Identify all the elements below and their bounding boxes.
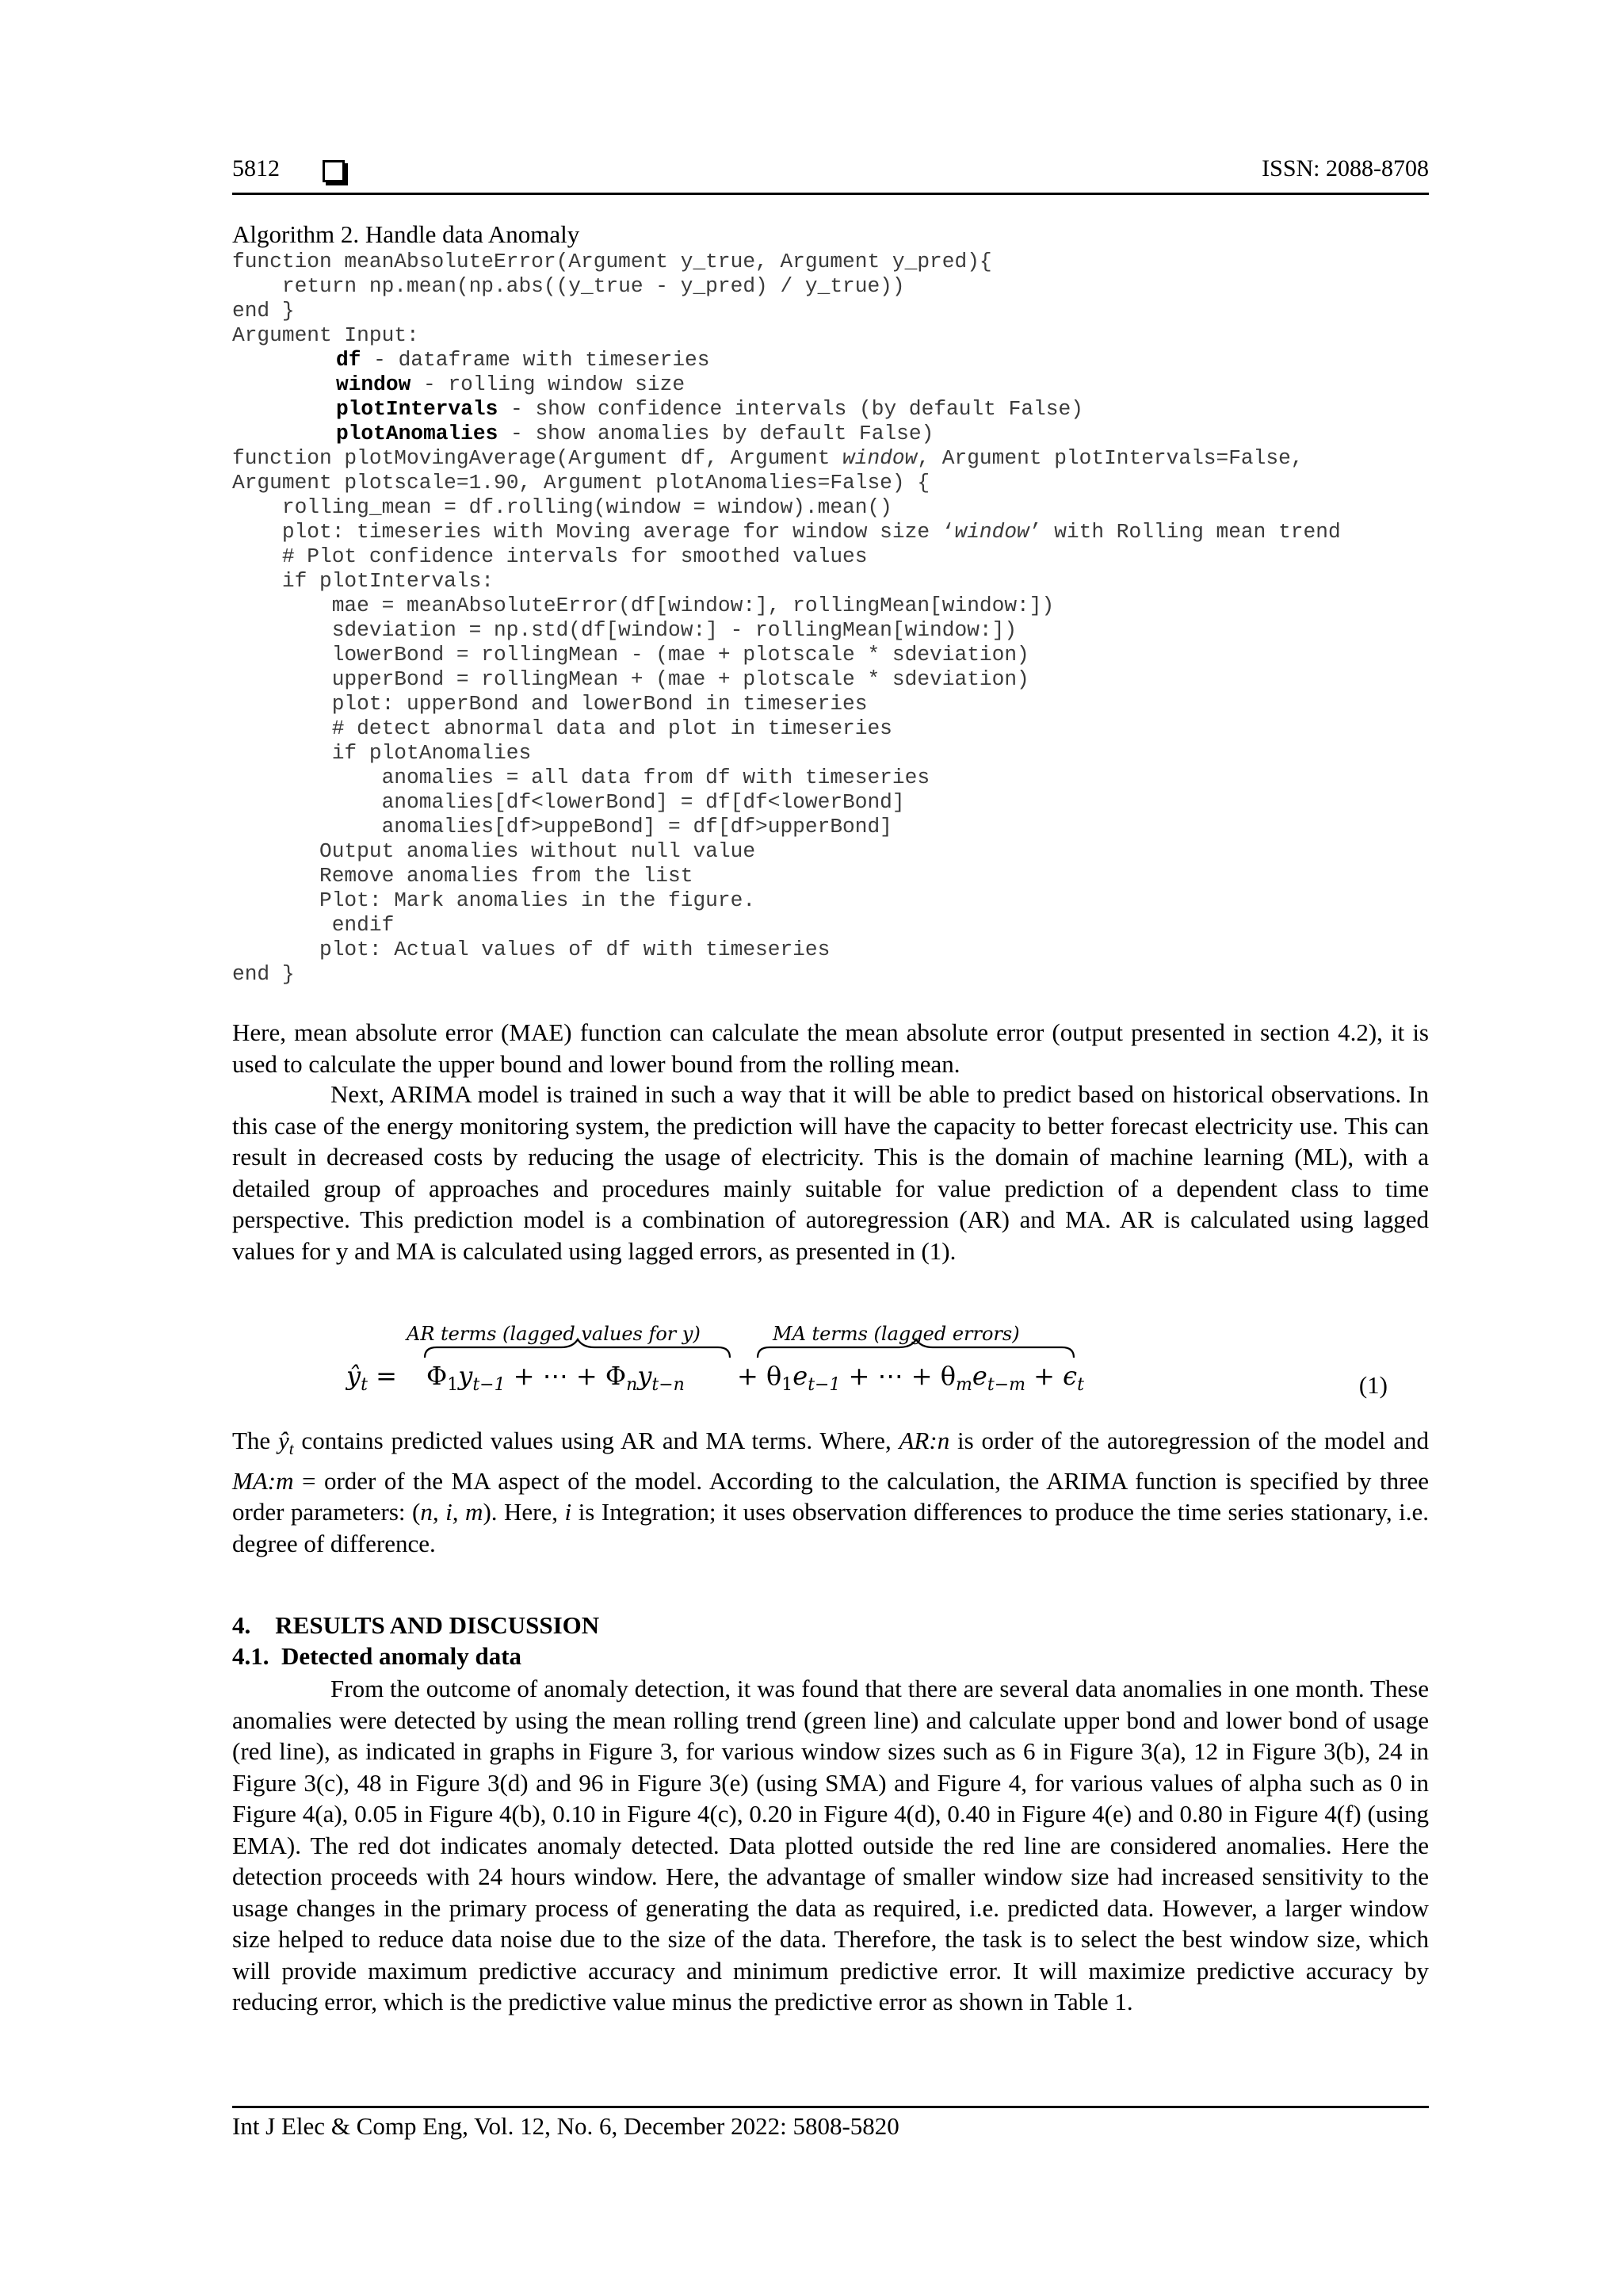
code-line: lowerBond = rollingMean - (mae + plotscale * sdeviation): [232, 643, 1029, 667]
paragraph-yhat: [232, 1425, 1429, 1559]
text-run: = order of the MA aspect of the model. According to the calculation, the ARIMA function is specified by three order parameters: (: [232, 1466, 1429, 1526]
code-line: Remove anomalies from the list: [232, 864, 693, 888]
box-icon: [323, 160, 345, 182]
code-text: plot: timeseries with Moving average for window size ‘: [232, 520, 955, 544]
paragraph-arima: Next, ARIMA model is trained in such a way that it will be able to predict based on historical observations. In this case of the energy monitoring system, the prediction will have the capacity to better forecast electricity use. This can result in decreased costs by reducing the usage of electricity. This is the domain of machine learning (ML), with a detailed group of approaches and procedures mainly suitable for value prediction of a dependent class to time perspective. This prediction model is a combination of autoregression (AR) and MA. AR is calculated using lagged values for y and MA is calculated using lagged errors, as presented in (1).: [232, 1080, 1429, 1265]
ma-terms: + $\theta_1e_{t-1}$ + ⋯ + $\theta_me_{t-m} + \epsilon_t$: [737, 1361, 1084, 1395]
equation-1: [232, 1316, 1429, 1419]
code-line: # detect abnormal data and plot in timeseries: [232, 716, 892, 740]
code-line: # Plot confidence intervals for smoothed values: [232, 544, 868, 568]
code-italic: window: [954, 520, 1029, 544]
page-header: [232, 155, 1429, 190]
header-rule: [232, 193, 1429, 195]
code-text: - dataframe with timeseries: [361, 348, 710, 372]
code-text: function plotMovingAverage(Argument df, Argument: [232, 446, 843, 470]
code-line: return np.mean(np.abs((y_true - y_pred) / y_true)): [232, 274, 905, 298]
code-keyword: window: [336, 372, 411, 396]
code-text: - show anomalies by default False): [498, 422, 934, 445]
code-line: [336, 397, 1083, 422]
code-line: if plotAnomalies: [232, 741, 532, 765]
code-line: sdeviation = np.std(df[window:] - rollingMean[window:]): [232, 618, 1018, 642]
text-run: is Integration; it uses observation differences to produce the time series stationary, i.e. degree of difference.: [232, 1498, 1430, 1557]
code-line: plot: Actual values of df with timeseries: [232, 938, 831, 961]
code-line: Argument Input:: [232, 323, 419, 347]
section-heading-4: 4. RESULTS AND DISCUSSION: [232, 1611, 600, 1639]
code-line: end }: [232, 962, 295, 986]
text-run: i: [564, 1498, 572, 1526]
code-line: function meanAbsoluteError(Argument y_true, Argument y_pred){: [232, 250, 992, 273]
code-text: , Argument plotIntervals=False,: [917, 446, 1304, 470]
code-line: anomalies[df<lowerBond] = df[df<lowerBond]: [232, 790, 905, 814]
code-keyword: df: [336, 348, 361, 372]
code-line: [336, 348, 709, 372]
arima-equation: [232, 1316, 1429, 1419]
code-line: Output anomalies without null value: [232, 839, 756, 863]
code-line: Plot: Mark anomalies in the figure.: [232, 888, 756, 912]
code-line: [336, 372, 685, 397]
code-line: [232, 446, 1304, 471]
text-run: n, i, m: [420, 1498, 483, 1526]
text-run: contains predicted values using AR and MA terms. Where,: [293, 1427, 899, 1454]
code-line: rolling_mean = df.rolling(window = window).mean(): [232, 495, 892, 519]
paragraph-mae: Here, mean absolute error (MAE) function can calculate the mean absolute error (output presented in section 4.2), it is used to calculate the upper bound and lower bound from the rolling mean.: [232, 1018, 1429, 1078]
code-line: endif: [232, 913, 395, 937]
text-run: AR:n: [899, 1427, 950, 1454]
code-line: if plotIntervals:: [232, 569, 495, 593]
yhat-t: $ŷ_t$ =: [346, 1361, 397, 1395]
paragraph-anomaly: From the outcome of anomaly detection, it was found that there are several data anomalies in one month. These anomalies were detected by using the mean rolling trend (green line) and calculate upper bond and lower bond of usage (red line), as indicated in graphs in Figure 3, for various window sizes such as 6 in Figure 3(a), 12 in Figure 3(b), 24 in Figure 3(c), 48 in Figure 3(d) and 96 in Figure 3(e) (using SMA) and Figure 4, for various values of alpha such as 0 in Figure 4(a), 0.05 in Figure 4(b), 0.10 in Figure 4(c), 0.20 in Figure 4(d), 0.40 in Figure 4(e) and 0.80 in Figure 4(f) (using EMA). The red dot indicates anomaly detected. Data plotted outside the red line are considered anomalies. Here the detection proceeds with 24 hours window. Here, the advantage of smaller window size had increased sensitivity to the usage changes in the primary process of generating the data as required, i.e. predicted data. However, a larger window size helped to reduce data noise due to the size of the data. Therefore, the task is to select the best window size, which will provide maximum predictive accuracy and minimum predictive error. It will maximize predictive accuracy by reducing error, which is the predictive value minus the predictive error as shown in Table 1.: [232, 1675, 1429, 2015]
code-line: anomalies = all data from df with timeseries: [232, 766, 930, 789]
ma-terms-label: MA terms (lagged errors): [773, 1323, 1020, 1345]
code-text: - show confidence intervals (by default False): [498, 397, 1083, 421]
code-line: Argument plotscale=1.90, Argument plotAnomalies=False) {: [232, 471, 930, 495]
code-keyword: plotAnomalies: [336, 422, 498, 445]
issn: ISSN: 2088-8708: [1262, 155, 1429, 181]
equation-number: (1): [1358, 1371, 1388, 1399]
code-text: - rolling window size: [411, 372, 685, 396]
code-italic: window: [842, 446, 918, 470]
page-number: 5812: [232, 155, 280, 181]
code-text: ’ with Rolling mean trend: [1029, 520, 1341, 544]
code-line: end }: [232, 299, 295, 323]
code-line: upperBond = rollingMean + (mae + plotscale * sdeviation): [232, 667, 1029, 691]
ar-terms-label: AR terms (lagged values for y): [407, 1323, 701, 1345]
code-line: anomalies[df>uppeBond] = df[df>upperBond]: [232, 815, 892, 839]
code-line: mae = meanAbsoluteError(df[window:], rollingMean[window:]): [232, 594, 1055, 617]
text-run: is order of the autoregression of the model and: [949, 1427, 1429, 1454]
footer-rule: [232, 2106, 1429, 2108]
code-line: [232, 520, 1341, 544]
code-line: plot: upperBond and lowerBond in timeseries: [232, 692, 868, 716]
ar-terms: $\Phi_1y_{t-1}$ + ⋯ + $\Phi_ny_{t-n}$: [426, 1361, 685, 1395]
text-run: The: [232, 1427, 279, 1454]
text-run: MA:m: [232, 1466, 294, 1495]
section-heading-4-1: 4.1. Detected anomaly data: [232, 1642, 522, 1670]
algorithm-title: Algorithm 2. Handle data Anomaly: [232, 220, 580, 248]
code-line: [336, 422, 934, 446]
code-keyword: plotIntervals: [336, 397, 498, 421]
text-run: ). Here,: [483, 1498, 565, 1526]
yhat-symbol: $ŷ_t$: [278, 1427, 294, 1459]
footer-citation: Int J Elec & Comp Eng, Vol. 12, No. 6, December 2022: 5808-5820: [232, 2112, 899, 2140]
